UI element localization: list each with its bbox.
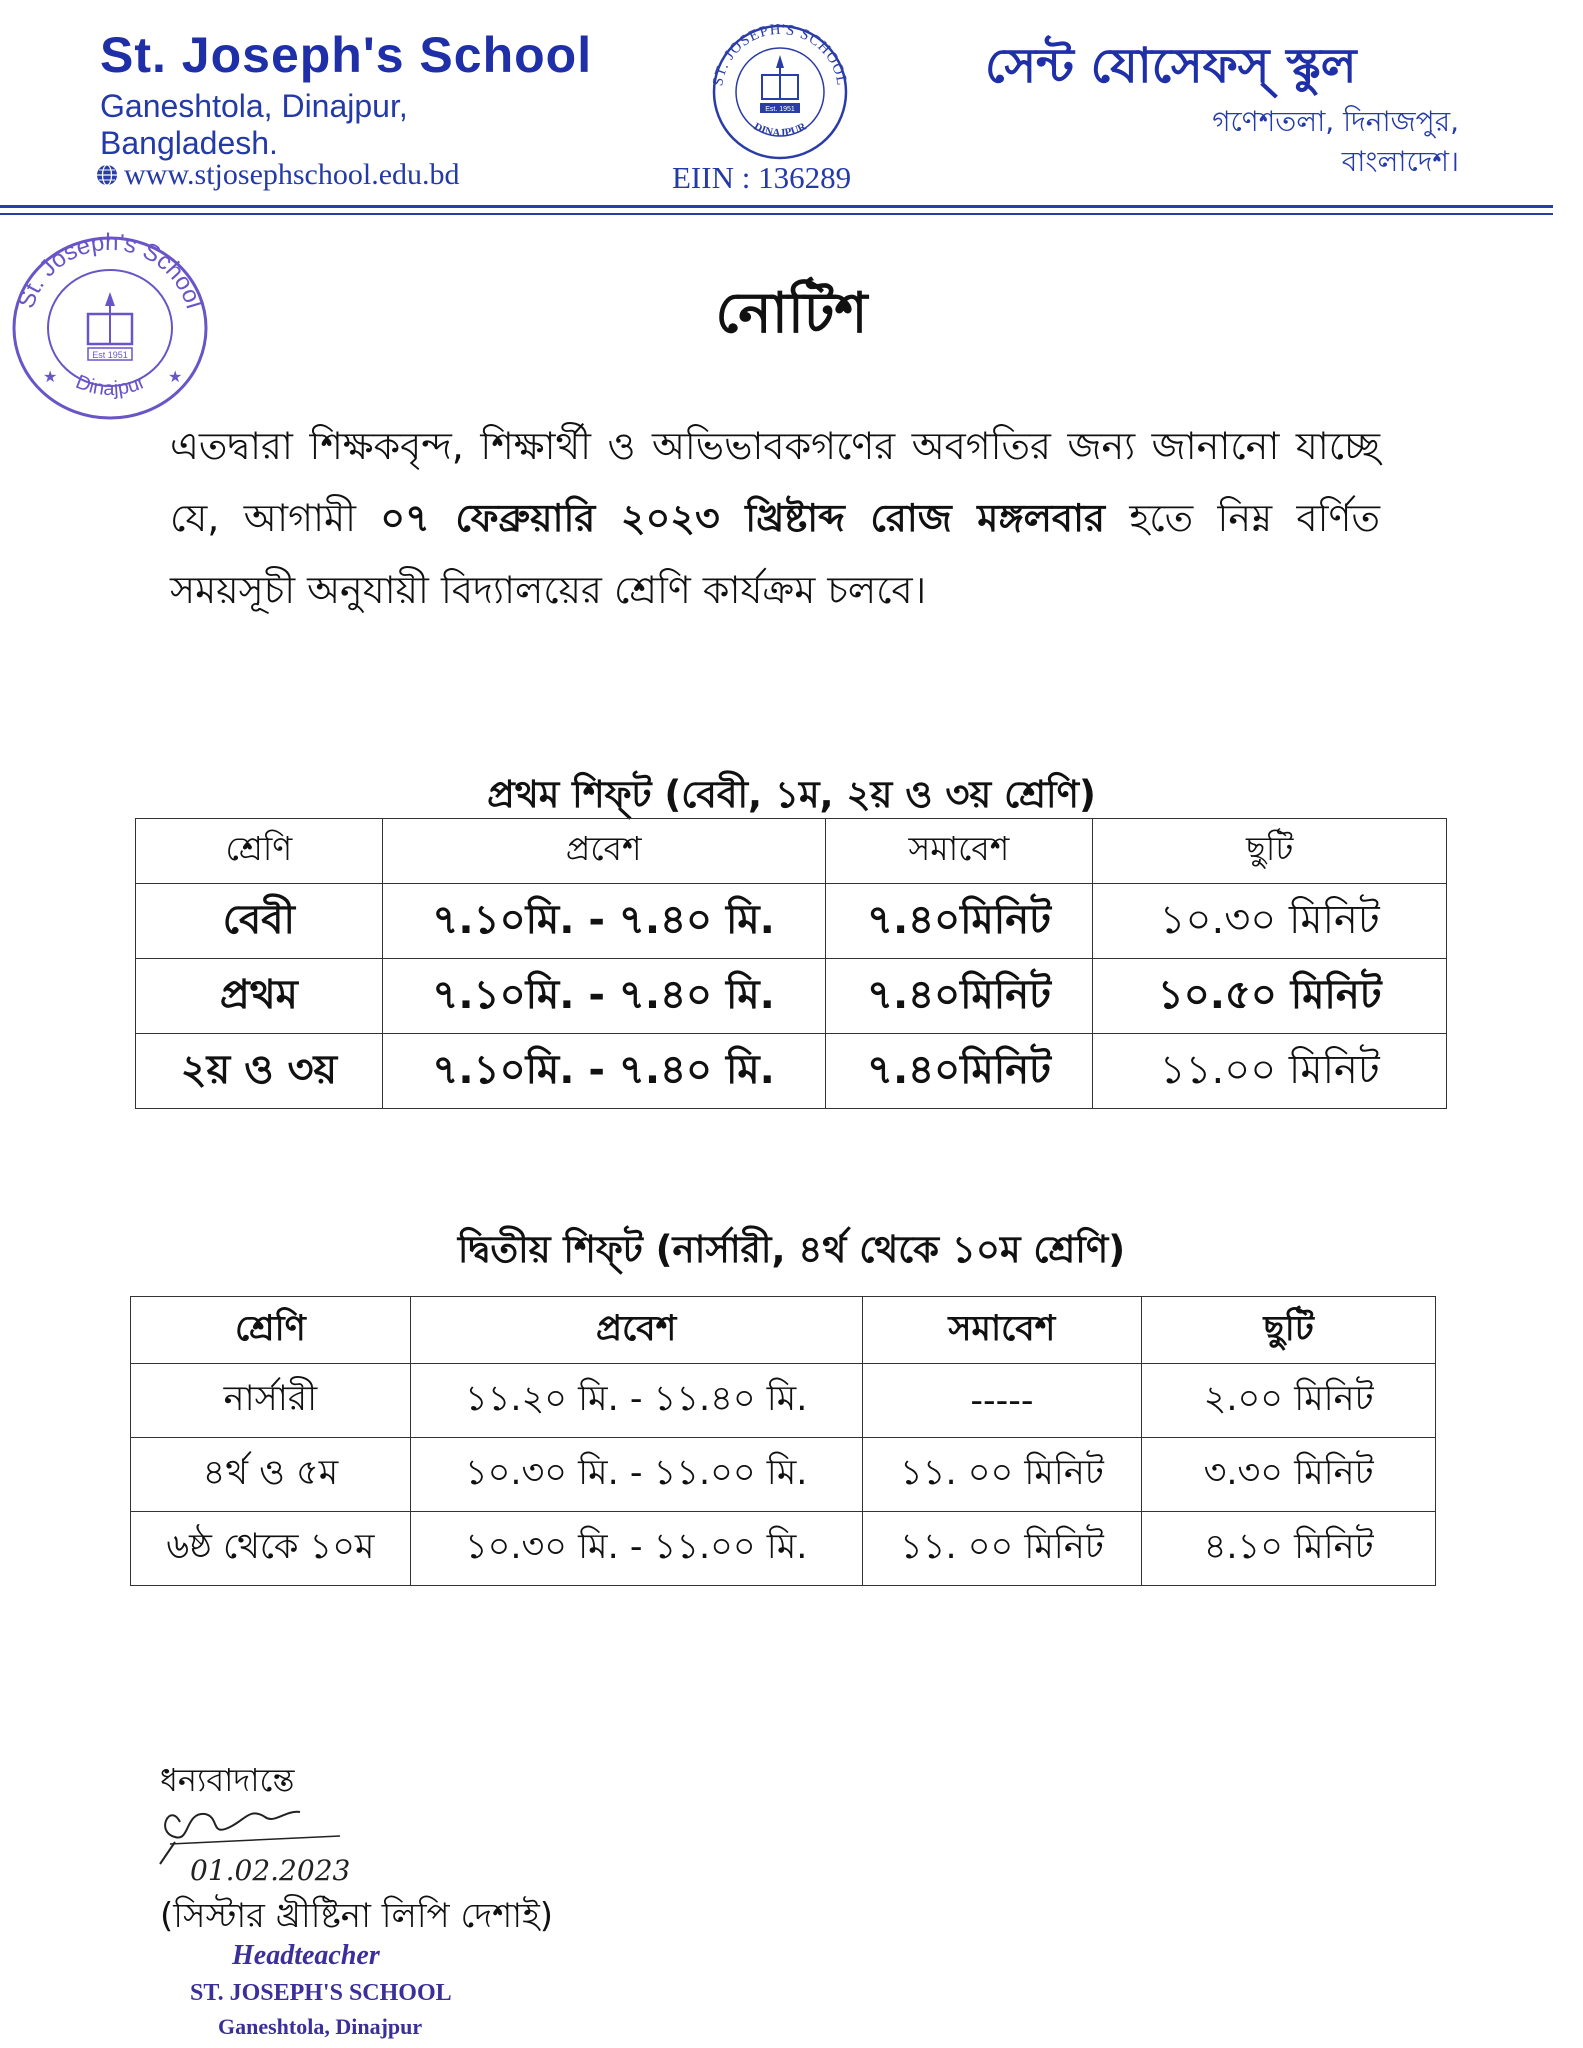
dismissal-time-cell: ২.০০ মিনিট: [1142, 1364, 1436, 1438]
address-line-1: Ganeshtola, Dinajpur,: [100, 88, 408, 124]
school-address-bangla-line-1: গণেশতলা, দিনাজপুর,: [1212, 105, 1459, 138]
assembly-time-cell: -----: [862, 1364, 1142, 1438]
class-cell: ৬ষ্ঠ থেকে ১০ম: [131, 1512, 411, 1586]
table-row: [136, 1034, 1447, 1109]
assembly-time-cell: ৭.৪০মিনিট: [825, 959, 1093, 1034]
signatory-place: Ganeshtola, Dinajpur: [218, 2014, 423, 2039]
table-header-row: [136, 819, 1447, 884]
header-class: শ্রেণি: [131, 1297, 411, 1364]
table-row: [131, 1364, 1436, 1438]
dismissal-time-cell: ১০.৫০ মিনিট: [1093, 959, 1447, 1034]
handwritten-signature: [150, 1792, 410, 1892]
header-class: শ্রেণি: [136, 819, 383, 884]
signatory-title: Headteacher: [232, 1940, 380, 1971]
signatory-school: ST. JOSEPH'S SCHOOL: [190, 1980, 452, 2006]
table-row: [136, 884, 1447, 959]
svg-text:DINAJPUR: DINAJPUR: [751, 120, 809, 140]
address-line-2: Bangladesh.: [100, 125, 278, 161]
notice-title: নোটিশ: [715, 281, 868, 346]
header-assembly: সমাবেশ: [862, 1297, 1142, 1364]
svg-text:ST. JOSEPH'S SCHOOL: ST. JOSEPH'S SCHOOL: [710, 21, 850, 88]
svg-text:★: ★: [168, 367, 183, 386]
letterhead-divider-bottom: [0, 213, 1553, 215]
entry-time-cell: ১১.২০ মি. - ১১.৪০ মি.: [410, 1364, 862, 1438]
table-row: [136, 959, 1447, 1034]
table-row: [131, 1438, 1436, 1512]
svg-text:St. Joseph's School: St. Joseph's School: [12, 228, 208, 312]
dismissal-time-cell: ৪.১০ মিনিট: [1142, 1512, 1436, 1586]
shift1-caption: প্রথম শিফ্‌ট (বেবী, ১ম, ২য় ও ৩য় শ্রেণি): [487, 773, 1096, 816]
entry-time-cell: ৭.১০মি. - ৭.৪০ মি.: [382, 959, 825, 1034]
class-cell: ৪র্থ ও ৫ম: [131, 1438, 411, 1512]
school-name-bangla: সেন্ট যোসেফস্ স্কুল: [985, 38, 1357, 94]
signatory-name: (সিস্টার খ্রীষ্টিনা লিপি দেশাই): [160, 1896, 554, 1936]
header-assembly: সমাবেশ: [825, 819, 1093, 884]
header-dismissal: ছুটি: [1142, 1297, 1436, 1364]
shift2-caption: দ্বিতীয় শিফ্‌ট (নার্সারী, ৪র্থ থেকে ১০ম শ্রেণি): [457, 1228, 1126, 1271]
header-dismissal: ছুটি: [1093, 819, 1447, 884]
notice-paragraph: [170, 410, 1380, 626]
school-address-bangla-line-2: বাংলাদেশ।: [1341, 145, 1459, 178]
notice-effective-date: ০৭ ফেব্রুয়ারি ২০২৩ খ্রিষ্টাব্দ রোজ মঙ্গলবার: [380, 496, 1105, 540]
school-website: [96, 158, 460, 192]
letterhead-divider-top: [0, 205, 1553, 208]
dismissal-time-cell: ৩.৩০ মিনিট: [1142, 1438, 1436, 1512]
closing-text: ধন্যবাদান্তে: [160, 1761, 295, 1799]
assembly-time-cell: ১১. ০০ মিনিট: [862, 1512, 1142, 1586]
header-entry: প্রবেশ: [410, 1297, 862, 1364]
dismissal-time-cell: ১১.০০ মিনিট: [1093, 1034, 1447, 1109]
entry-time-cell: ১০.৩০ মি. - ১১.০০ মি.: [410, 1512, 862, 1586]
class-cell: ২য় ও ৩য়: [136, 1034, 383, 1109]
shift1-schedule-table: [135, 818, 1447, 1109]
svg-text:Dinajpur: Dinajpur: [72, 370, 149, 401]
signature-date: 01.02.2023: [190, 1854, 351, 1887]
assembly-time-cell: ১১. ০০ মিনিট: [862, 1438, 1142, 1512]
school-name-english: St. Joseph's School: [100, 27, 593, 83]
entry-time-cell: ৭.১০মি. - ৭.৪০ মি.: [382, 884, 825, 959]
assembly-time-cell: ৭.৪০মিনিট: [825, 884, 1093, 959]
eiin-number: EIIN : 136289: [672, 160, 852, 195]
table-row: [131, 1512, 1436, 1586]
notice-text-part-2: হতে নিম্ন বর্ণিত সময়সূচী অনুযায়ী বিদ্যালয়ের শ্রেণি কার্যক্রম চলবে।: [170, 496, 1380, 612]
website-url: www.stjosephschool.edu.bd: [124, 158, 460, 191]
class-cell: প্রথম: [136, 959, 383, 1034]
entry-time-cell: ১০.৩০ মি. - ১১.০০ মি.: [410, 1438, 862, 1512]
class-cell: বেবী: [136, 884, 383, 959]
globe-icon: [96, 164, 118, 186]
entry-time-cell: ৭.১০মি. - ৭.৪০ মি.: [382, 1034, 825, 1109]
svg-text:Est. 1951: Est. 1951: [765, 106, 795, 113]
notice-text-part-1: এতদ্বারা শিক্ষকবৃন্দ, শিক্ষার্থী ও অভিভাবকগণের অবগতির জন্য জানানো যাচ্ছে যে, আগামী: [170, 424, 1380, 540]
school-logo-seal: [700, 20, 860, 160]
header-entry: প্রবেশ: [382, 819, 825, 884]
school-address-english: [100, 88, 408, 162]
table-header-row: [131, 1297, 1436, 1364]
svg-text:Est 1951: Est 1951: [92, 350, 128, 360]
assembly-time-cell: ৭.৪০মিনিট: [825, 1034, 1093, 1109]
dismissal-time-cell: ১০.৩০ মিনিট: [1093, 884, 1447, 959]
class-cell: নার্সারী: [131, 1364, 411, 1438]
svg-text:★: ★: [43, 367, 58, 386]
shift2-schedule-table: [130, 1296, 1436, 1586]
